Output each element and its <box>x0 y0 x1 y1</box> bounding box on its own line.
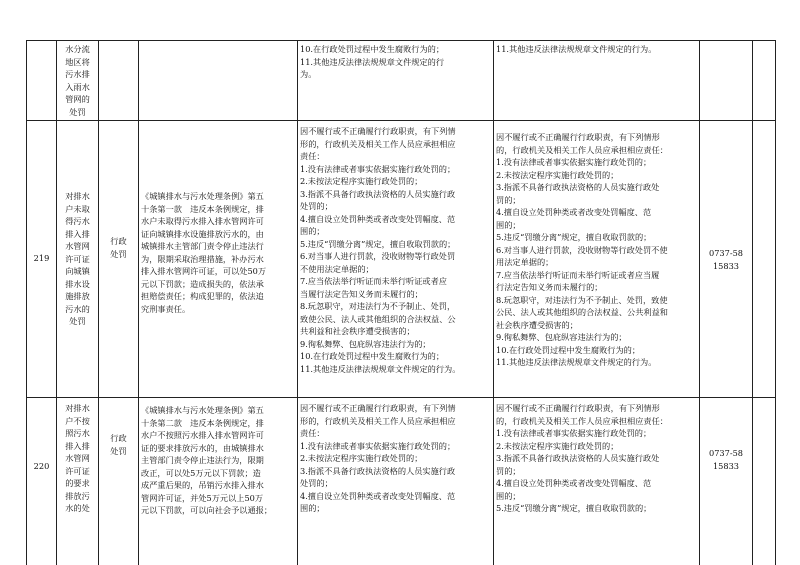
text-line: 11.其他违反法律法规规章文件规定的行 <box>300 56 445 67</box>
text-line: 处罚的； <box>300 478 333 488</box>
text-line: 水户不按照污水排入排水管网许可 <box>141 430 264 440</box>
text-line: 对排水 <box>65 191 90 201</box>
text-line: 的，行政机关及相关工作人员应承担相应责任： <box>496 144 668 155</box>
duty-cell <box>496 43 698 56</box>
text-line: 致使公民、法人或其他组织的合法权益、公 <box>300 313 456 324</box>
item-name-cell <box>57 402 98 515</box>
phone-cell <box>700 247 752 272</box>
text-line: 元以下罚款，可以向社会予以通报； <box>141 505 273 515</box>
text-line: 的要求 <box>65 478 90 488</box>
text-line: 处罚的； <box>300 201 333 211</box>
text-line: 证向城镇排水设施排放污水的，由 <box>141 228 264 239</box>
text-line: 15833 <box>712 460 740 471</box>
text-line: 10.在行政处罚过程中发生腐败行为的； <box>300 44 445 54</box>
text-line: 用法定单据的； <box>496 257 554 267</box>
text-line: 排入排 <box>65 228 90 239</box>
text-line: 处罚 <box>110 445 127 456</box>
text-line: 许可证 <box>65 465 90 476</box>
text-line: 排放污 <box>65 490 90 501</box>
duty-cell <box>496 402 698 515</box>
text-line: 4.擅自设立处罚种类或者改变处罚幅度、范 <box>300 490 456 501</box>
text-line: 围的； <box>300 503 325 513</box>
text-line: 许可证 <box>65 253 90 264</box>
text-line: 9.徇私舞弊、包庇纵容违法行为的； <box>300 338 431 349</box>
legal-basis-cell <box>141 404 296 517</box>
text-line: 《城镇排水与污水处理条例》第五 <box>141 405 264 415</box>
text-line: 5.违反“罚缴分离”规定，擅自收取罚款的； <box>496 232 652 242</box>
text-line: 3.指派不具备行政执法资格的人员实施行政 <box>300 465 456 476</box>
text-line: 地区将 <box>65 56 90 67</box>
text-line: 1.没有法律或者事实依据实施行政处罚的； <box>300 440 456 451</box>
text-line: 的，行政机关及相关工作人员应承担相应责任： <box>496 415 668 426</box>
column-border <box>699 40 700 565</box>
duty-cell <box>496 131 698 369</box>
text-line: 户未取 <box>65 203 90 214</box>
column-border <box>297 40 298 565</box>
text-line: 5.违反“罚缴分离”规定，擅自收取罚款的； <box>300 238 456 249</box>
text-line: 行政 <box>110 433 127 443</box>
category-cell <box>99 432 138 457</box>
text-line: 改正，可以处5万元以下罚款；造 <box>141 467 261 478</box>
text-line: 5.违反“罚缴分离”规定，擅自收取罚款的； <box>496 503 652 513</box>
text-line: 主管部门责令停止违法行为，限期 <box>141 455 264 465</box>
text-line: 得污水 <box>65 216 90 226</box>
text-line: 排入排水管网许可证，可以处50万 <box>141 266 267 276</box>
text-line: 因不履行或不正确履行行政职责，有下列情 <box>300 403 456 413</box>
text-line: 处罚 <box>69 316 86 326</box>
text-line: 共利益和社会秩序遭受损害的； <box>300 326 415 336</box>
text-line: 水户未取得污水排入排水管网许可 <box>141 216 264 226</box>
text-line: 11.其他违反法律法规规章文件规定的行为。 <box>496 357 657 367</box>
text-line: 究刑事责任。 <box>141 303 191 314</box>
text-line: 社会秩序遭受损害的； <box>496 319 578 330</box>
text-line: 管网的 <box>65 94 90 104</box>
text-line: 施排放 <box>65 291 90 301</box>
text-line: 2.未按法定程序实施行政处罚的； <box>496 440 619 451</box>
legal-basis-cell <box>141 190 296 315</box>
text-line: 3.指派不具备行政执法资格的人员实施行政 <box>300 188 456 199</box>
text-line: 1.没有法律或者事实依据实施行政处罚的； <box>496 428 652 438</box>
text-line: 1.没有法律或者事实依据实施行政处罚的； <box>496 157 652 167</box>
text-line: 罚的； <box>496 465 521 476</box>
text-line: 围的； <box>496 219 521 230</box>
text-line: 2.未按法定程序实施行政处罚的； <box>300 176 423 186</box>
text-line: 不使用法定单据的； <box>300 263 374 274</box>
text-line: 处罚 <box>110 248 127 259</box>
text-line: 11.其他违反法律法规规章文件规定的行为。 <box>496 44 657 54</box>
text-line: 6.对当事人进行罚款，没收财物等行政处罚不使 <box>496 244 668 255</box>
text-line: 7.应当依法举行听证而未举行听证或者应当履 <box>496 269 660 280</box>
text-line: 城镇排水主管部门责令停止违法行 <box>141 241 264 251</box>
column-border <box>493 40 494 565</box>
text-line: 污水的 <box>65 303 90 314</box>
column-border <box>138 40 139 565</box>
text-line: 3.指派不具备行政执法资格的人员实施行政处 <box>496 453 660 463</box>
text-line: 责任： <box>300 428 325 438</box>
text-line: 1.没有法律或者事实依据实施行政处罚的； <box>300 163 456 174</box>
text-line: 0737-58 <box>708 448 744 458</box>
accountability-cell <box>300 125 492 375</box>
text-line: 因不履行或不正确履行行政职责，有下列情形 <box>496 132 660 142</box>
text-line: 处罚 <box>69 106 86 117</box>
text-line: 管网许可证，并处5万元以上50万 <box>141 492 264 503</box>
text-line: 2.未按法定程序实施行政处罚的； <box>300 453 423 463</box>
text-line: 向城镇 <box>65 266 90 276</box>
text-line: 10.在行政处罚过程中发生腐败行为的； <box>300 351 445 361</box>
text-line: 行政 <box>110 236 127 246</box>
text-line: 排水设 <box>65 278 90 289</box>
text-line: 9.徇私舞弊、包庇纵容违法行为的； <box>496 332 627 342</box>
text-line: 围的； <box>300 226 325 236</box>
text-line: 10.在行政处罚过程中发生腐败行为的； <box>496 344 641 355</box>
text-line: 排入排 <box>65 440 90 451</box>
text-line: 成严重后果的，吊销污水排入排水 <box>141 480 264 490</box>
item-name-cell <box>57 190 98 328</box>
text-line: 11.其他违反法律法规规章文件规定的行为。 <box>300 363 461 374</box>
row-number: 219 <box>33 253 50 263</box>
text-line: 围的； <box>496 490 521 501</box>
text-line: 污水排 <box>65 69 90 79</box>
text-line: 15833 <box>712 260 740 271</box>
text-line: 《城镇排水与污水处理条例》第五 <box>141 191 264 201</box>
text-line: 形的，行政机关及相关工作人员应承担相应 <box>300 138 456 149</box>
text-line: 4.擅自设立处罚种类或者改变处罚幅度、范 <box>300 213 456 224</box>
text-line: 照污水 <box>65 428 90 438</box>
text-line: 水的处 <box>65 503 90 513</box>
text-line: 7.应当依法举行听证而未举行听证或者应 <box>300 276 447 286</box>
text-line: 水分流 <box>65 44 90 54</box>
text-line: 3.指派不具备行政执法资格的人员实施行政处 <box>496 182 660 192</box>
text-line: 责任： <box>300 151 325 161</box>
accountability-cell <box>300 402 492 515</box>
item-name-cell <box>57 43 98 118</box>
text-line: 形的，行政机关及相关工作人员应承担相应 <box>300 415 456 426</box>
text-line: 担赔偿责任；构成犯罪的，依法追 <box>141 291 264 301</box>
text-line: 4.擅自设立处罚种类或者改变处罚幅度、范 <box>496 207 652 217</box>
row-number: 220 <box>33 461 50 471</box>
accountability-cell <box>300 43 492 81</box>
text-line: 水管网 <box>65 453 90 463</box>
text-line: 4.擅自设立处罚种类或者改变处罚幅度、范 <box>496 478 652 488</box>
text-line: 6.对当事人进行罚款，没收财物等行政处罚 <box>300 251 456 261</box>
text-line: 为，限期采取治理措施，补办污水 <box>141 253 264 264</box>
text-line: 公民、法人或其他组织的合法权益、公共利益和 <box>496 307 668 317</box>
text-line: 十条第一款 违反本条例规定，排 <box>141 203 264 214</box>
text-line: 罚的； <box>496 194 521 205</box>
column-border <box>98 40 99 565</box>
text-line: 为。 <box>300 69 317 79</box>
text-line: 水管网 <box>65 241 90 251</box>
text-line: 因不履行或不正确履行行政职责，有下列情 <box>300 126 456 136</box>
text-line: 行法定告知义务而未履行的； <box>496 282 603 292</box>
text-line: 当履行法定告知义务而未履行的； <box>300 288 423 299</box>
text-line: 十条第二款 违反本条例规定，排 <box>141 417 264 428</box>
text-line: 8.玩忽职守，对违法行为不予制止、处罚，致使 <box>496 294 668 305</box>
text-line: 0737-58 <box>708 248 744 258</box>
category-cell <box>99 235 138 260</box>
column-border <box>26 40 27 565</box>
column-border <box>775 40 776 565</box>
text-line: 因不履行或不正确履行行政职责，有下列情形 <box>496 403 660 413</box>
text-line: 入雨水 <box>65 81 90 92</box>
phone-cell <box>700 447 752 472</box>
text-line: 对排水 <box>65 403 90 413</box>
column-border <box>752 40 753 565</box>
text-line: 户不按 <box>65 415 90 426</box>
text-line: 元以下罚款；造成损失的，依法承 <box>141 278 264 289</box>
text-line: 8.玩忽职守，对违法行为不予制止、处罚， <box>300 301 456 311</box>
text-line: 证的要求排放污水的，由城镇排水 <box>141 442 264 453</box>
text-line: 2.未按法定程序实施行政处罚的； <box>496 169 619 180</box>
